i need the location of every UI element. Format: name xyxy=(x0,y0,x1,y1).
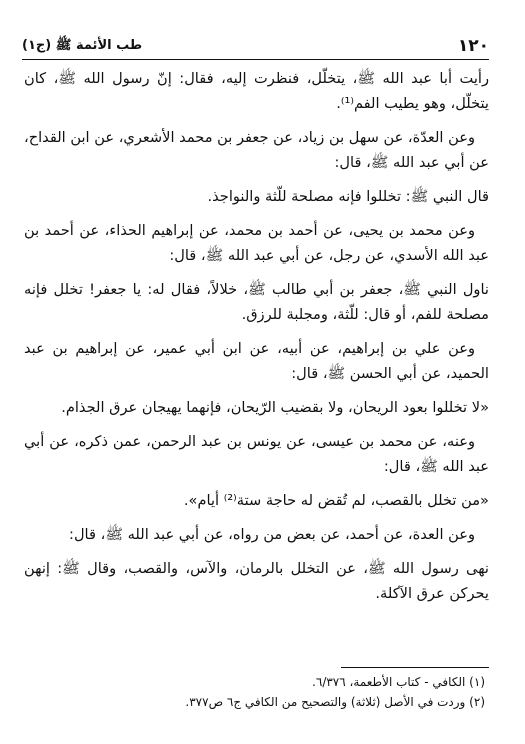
paragraph: وعن العدة، عن أحمد، عن بعض من رواه، عن أبي عبد الله ﷺ، قال: xyxy=(69,526,475,543)
footnote-separator xyxy=(341,667,489,668)
footnotes xyxy=(60,672,485,712)
paragraph: نهى رسول الله ﷺ، عن التخلل بالرمان، والآس، والقصب، وقال ﷺ: إنهن يحركن عرق الآكلة. xyxy=(24,560,489,602)
footnote: (٢) وردت في الأصل (ثلاثة) والتصحيح من الكافي ج٦ ص٣٧٧. xyxy=(185,695,485,709)
page-header xyxy=(22,36,489,60)
paragraph: «لا تخللوا بعود الريحان، ولا بقضيب الرّيحان، فإنهما يهيجان عرق الجذام. xyxy=(61,399,489,416)
page-body xyxy=(24,66,489,615)
footnote: (١) الكافي - كتاب الأطعمة، ٦/٣٧٦. xyxy=(312,675,485,689)
paragraph: وعنه، عن محمد بن عيسى، عن يونس بن عبد الرحمن، عمن ذكره، عن أبي عبد الله ﷺ، قال: xyxy=(24,433,489,475)
paragraph: قال النبي ﷺ: تخللوا فإنه مصلحة للّثة والنواجذ. xyxy=(207,188,489,205)
paragraph: رأيت أبا عبد الله ﷺ، يتخلّل، فنظرت إليه، فقال: إنّ رسول الله ﷺ، كان يتخلّل، وهو يطيب الفم⁽¹⁾. xyxy=(24,70,489,112)
paragraph: وعن محمد بن يحيى، عن أحمد بن محمد، عن إبراهيم الحذاء، عن أحمد بن عبد الله الأسدي، عن رجل، عن أبي عبد الله ﷺ، قال: xyxy=(24,222,489,264)
paragraph: وعن العدّة، عن سهل بن زياد، عن جعفر بن محمد الأشعري، عن ابن القداح، عن أبي عبد الله ﷺ، قال: xyxy=(24,129,489,171)
paragraph: وعن علي بن إبراهيم، عن أبيه، عن ابن أبي عمير، عن إبراهيم بن عبد الحميد، عن أبي الحسن ﷺ، قال: xyxy=(24,340,489,382)
page-number: ١٢٠ xyxy=(457,36,489,56)
paragraph: «من تخلل بالقصب، لم تُقض له حاجة ستة⁽²⁾ أيام». xyxy=(183,492,489,509)
running-title: طب الأئمة ﷺ (ج١) xyxy=(22,38,143,53)
paragraph: ناول النبي ﷺ، جعفر بن أبي طالب ﷺ، خلالاً، فقال له: يا جعفر! تخلل فإنه مصلحة للفم، أو قال: للّثة، ومجلبة للرزق. xyxy=(24,281,489,323)
